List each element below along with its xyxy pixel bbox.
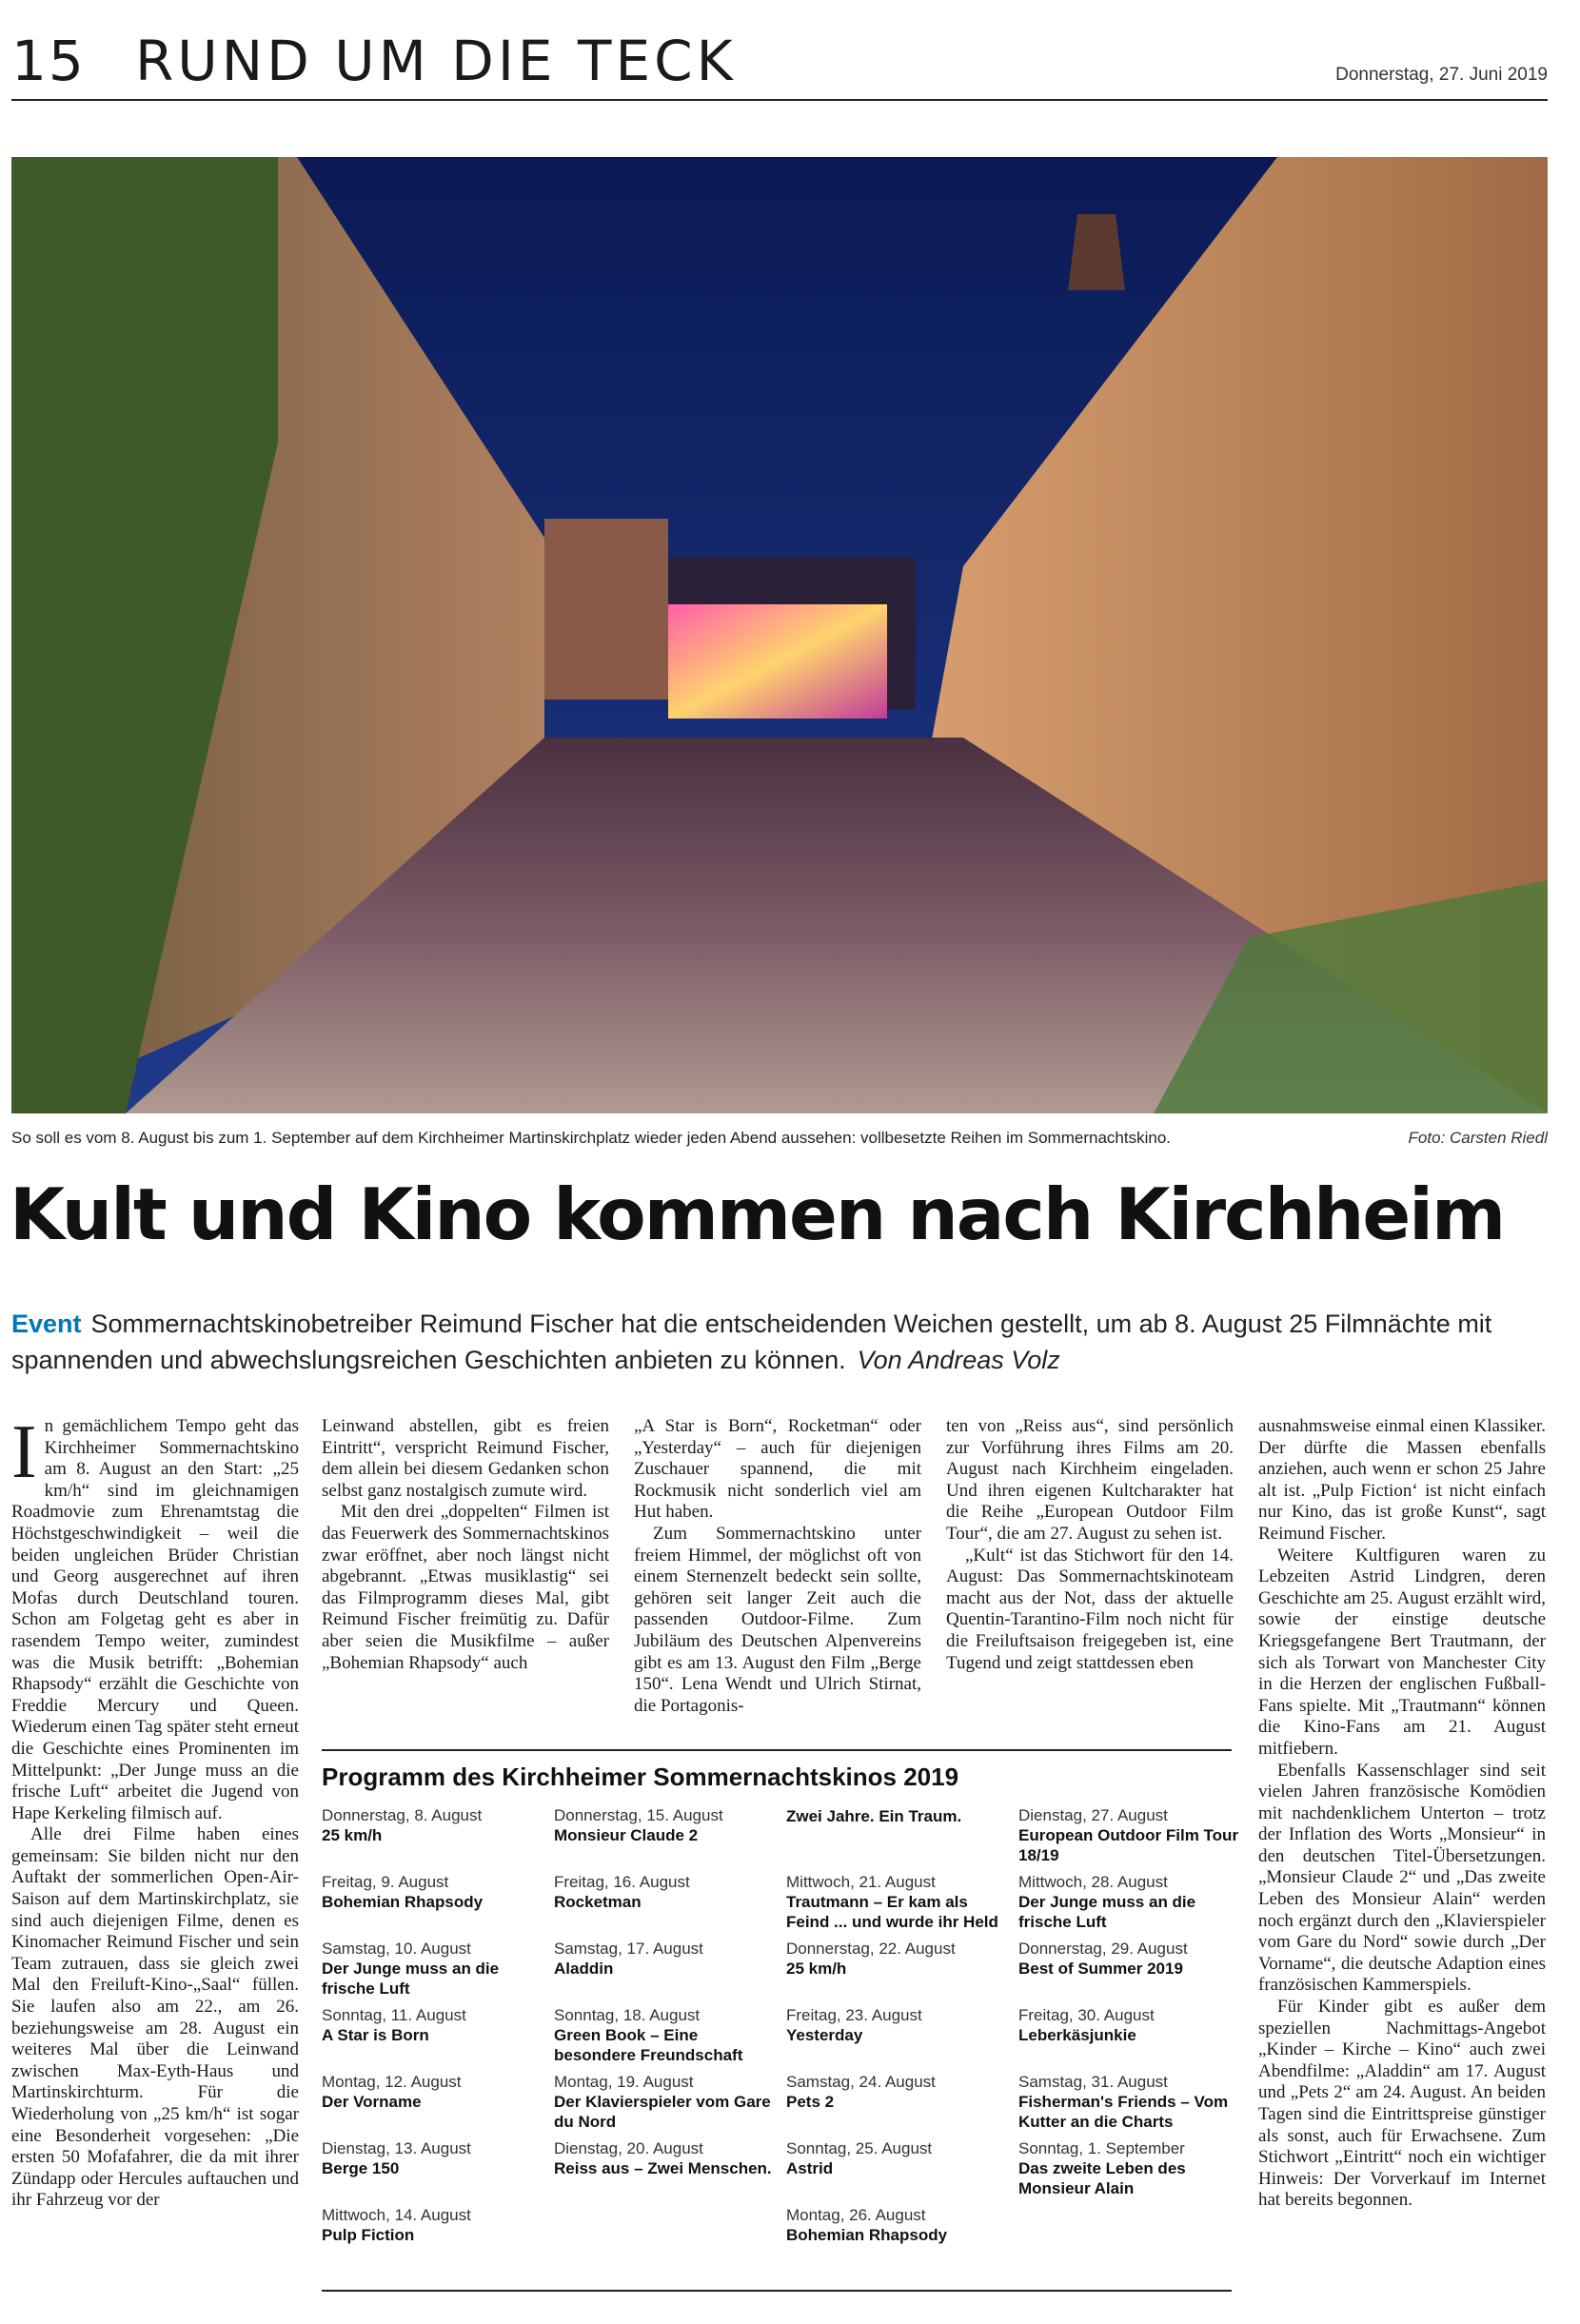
issue-date: Donnerstag, 27. Juni 2019 — [1335, 65, 1548, 85]
program-film: Der Klavierspieler vom Gare du Nord — [554, 2093, 771, 2131]
article-column-5 — [1258, 1416, 1546, 2292]
program-film: Rocketman — [554, 1893, 642, 1911]
paragraph: „Kult“ ist das Stichwort für den 14. August: Das Sommernachtskinoteam macht aus der Not, dass der aktuelle Quentin-Tarantino-Film noch nicht für die Freiluftsaison freigegeben ist, eine Tugend und zeigt stattdessen eben — [946, 1545, 1234, 1673]
program-entry — [322, 1873, 548, 1940]
article-author: Von Andreas Volz — [857, 1346, 1060, 1374]
program-film: European Outdoor Film Tour 18/19 — [1018, 1826, 1239, 1864]
program-film: A Star is Born — [322, 2026, 429, 2044]
program-date: Montag, 12. August — [322, 2073, 462, 2091]
program-entry — [322, 2139, 548, 2206]
program-film: Astrid — [786, 2159, 834, 2177]
paragraph: Zum Sommernachtskino unter freiem Himmel, der möglichst oft von einem Sternenzelt bedeckt sein sollte, gehören seit langer Zeit auch die passenden Outdoor-Filme. Zum Jubiläum des Deutschen Alpenvereins gibt es am 13. August den Film „Berge 150“. Lena Wendt und Ulrich Stirnat, die Portagonis- — [634, 1523, 921, 1716]
program-entry — [1018, 1806, 1245, 1873]
program-entry — [554, 1873, 780, 1940]
program-entry — [786, 2006, 1013, 2073]
program-entry — [322, 2206, 548, 2273]
program-film: Der Junge muss an die frische Luft — [322, 1960, 500, 1998]
program-film: Best of Summer 2019 — [1018, 1960, 1183, 1978]
program-film: Bohemian Rhapsody — [322, 1893, 484, 1911]
photo-credit: Foto: Carsten Riedl — [1408, 1129, 1548, 1147]
program-entry — [786, 2073, 1013, 2139]
program-film: Zwei Jahre. Ein Traum. — [786, 1807, 962, 1825]
program-date: Sonntag, 18. August — [554, 2006, 701, 2024]
program-date: Mittwoch, 28. August — [1018, 1873, 1168, 1891]
program-date: Montag, 26. August — [786, 2206, 926, 2224]
article-photo — [11, 157, 1548, 1113]
paragraph: „A Star is Born“, Rocketman“ oder „Yesterday“ – auch für diejenigen Zuschauer spannend, die mit Rockmusik nicht sonderlich viel am Hut haben. — [634, 1416, 921, 1523]
program-date: Mittwoch, 21. August — [786, 1873, 936, 1891]
program-film: Yesterday — [786, 2026, 863, 2044]
photo-caption: So soll es vom 8. August bis zum 1. September auf dem Kirchheimer Martinskirchplatz wieder jeden Abend aussehen: vollbesetzte Reihen im Sommernachtskino. — [11, 1129, 1171, 1147]
program-date: Sonntag, 1. September — [1018, 2139, 1185, 2157]
program-film: Pets 2 — [786, 2093, 835, 2111]
program-date: Samstag, 31. August — [1018, 2073, 1168, 2091]
program-entry — [554, 2139, 780, 2206]
program-film: Monsieur Claude 2 — [554, 1826, 699, 1844]
program-column-3 — [786, 1806, 1013, 2273]
program-date: Sonntag, 11. August — [322, 2006, 466, 2024]
article-column-3 — [634, 1416, 921, 1749]
article-column-1 — [11, 1416, 299, 2292]
page-number: 15 — [11, 29, 86, 93]
program-date: Freitag, 16. August — [554, 1873, 690, 1891]
program-entry — [554, 2006, 780, 2073]
article-teaser — [11, 1306, 1548, 1378]
program-date: Freitag, 30. August — [1018, 2006, 1155, 2024]
program-entry — [554, 2073, 780, 2139]
paragraph: Leinwand abstellen, gibt es freien Eintritt“, verspricht Reimund Fischer, dem allein bei diesem Gedanken schon selbst ganz nostalgisch zumute wird. — [322, 1416, 609, 1501]
program-date: Donnerstag, 22. August — [786, 1940, 956, 1958]
paragraph: Weitere Kultfiguren waren zu Lebzeiten Astrid Lindgren, deren Geschichte am 25. August erzählt wird, sowie der einstige deutsche Kriegsgefangene Bert Trautmann, der sich als Torwart von Manchester City in die Herzen der englischen Fußball-Fans spielte. Mit „Trautmann“ können die Kino-Fans am 21. August mitfiebern. — [1258, 1545, 1546, 1759]
program-film: 25 km/h — [322, 1826, 383, 1844]
program-column-1 — [322, 1806, 548, 2273]
program-title: Programm des Kirchheimer Sommernachtskinos 2019 — [322, 1763, 959, 1791]
program-box — [322, 1749, 1239, 2292]
program-film: Bohemian Rhapsody — [786, 2226, 948, 2244]
program-entry — [1018, 2139, 1245, 2206]
program-film: Das zweite Leben des Monsieur Alain — [1018, 2159, 1186, 2197]
program-entry — [1018, 2006, 1245, 2073]
paragraph: Alle drei Filme haben eines gemeinsam: Sie bilden nicht nur den Auftakt der sommerlichen Open-Air-Saison auf dem Martinskirchplatz, sie sind auch diejenigen Filme, denen es Kinomacher Reimund Fischer und sein Team zutrauen, dass sie gleich zwei Mal den Freiluft-Kino-„Saal“ füllen. Sie laufen also am 22., am 26. beziehungsweise am 28. August ein weiteres Mal über die Leinwand zwischen Max-Eyth-Haus und Martinskirchturm. Für die Wiederholung von „25 km/h“ ist sogar eine Besonderheit vorgesehen: „Die ersten 50 Mofafahrer, die da mit ihrer Zündapp oder Hercules auftauchen und ihr Fahrzeug vor der — [11, 1824, 299, 2211]
program-film: Pulp Fiction — [322, 2226, 415, 2244]
teaser-kicker: Event — [11, 1310, 82, 1338]
paragraph: ausnahmsweise einmal einen Klassiker. Der dürfte die Massen ebenfalls anziehen, auch wenn er schon 25 Jahre alt ist. „Pulp Fiction‘ ist nicht einfach nur Kino, das ist große Kunst“, sagt Reimund Fischer. — [1258, 1416, 1546, 1544]
program-date: Freitag, 23. August — [786, 2006, 922, 2024]
program-film: Trautmann – Er kam als Feind ... und wurde ihr Held — [786, 1893, 998, 1931]
program-film: Fisherman's Friends – Vom Kutter an die Charts — [1018, 2093, 1229, 2131]
program-film: Der Junge muss an die frische Luft — [1018, 1893, 1196, 1931]
program-date: Dienstag, 13. August — [322, 2139, 471, 2157]
program-date: Samstag, 17. August — [554, 1940, 703, 1958]
program-film: Aladdin — [554, 1960, 614, 1978]
paragraph: Ebenfalls Kassenschlager sind seit vielen Jahren französische Komödien mit nachdenklichem Unterton – trotz der Inflation des Worts „Monsieur“ in den deutschen Titel-Übersetzungen. „Monsieur Claude 2“ und „Das zweite Leben des Monsieur Alain“ werden noch ergänzt durch den „Klavierspieler vom Gare du Nord“ sowie durch „Der Vorname“, die deutsche Adaption eines französischen Kammerspiels. — [1258, 1760, 1546, 1996]
article-column-2 — [322, 1416, 609, 1749]
paragraph: Mit den drei „doppelten“ Filmen ist das Feuerwerk des Sommernachtskinos zwar eröffnet, aber noch längst nicht abgebrannt. „Etwas musiklastig“ sei das Filmprogramm dieses Mal, gibt Reimund Fischer freimütig zu. Dafür aber seien die Musikfilme – außer „Bohemian Rhapsody“ auch — [322, 1502, 609, 1673]
program-entry — [322, 2006, 548, 2073]
program-entry — [322, 1940, 548, 2006]
program-date: Samstag, 24. August — [786, 2073, 936, 2091]
program-date: Donnerstag, 29. August — [1018, 1940, 1188, 1958]
page-header — [11, 29, 1548, 101]
program-entry — [1018, 1940, 1245, 2006]
program-entry — [554, 1940, 780, 2006]
program-column-2 — [554, 1806, 780, 2206]
program-date: Samstag, 10. August — [322, 1940, 471, 1958]
section-title: RUND UM DIE TECK — [135, 29, 737, 93]
program-entry — [1018, 1873, 1245, 1940]
article-column-4 — [946, 1416, 1234, 1749]
program-entry — [322, 1806, 548, 1873]
program-entry — [786, 2206, 1013, 2273]
program-date: Donnerstag, 8. August — [322, 1806, 483, 1824]
program-film: 25 km/h — [786, 1960, 847, 1978]
paragraph: Für Kinder gibt es außer dem speziellen Nachmittags-Angebot „Kinder – Kirche – Kino“ auch zwei Abendfilme: „Aladdin“ am 17. August und „Pets 2“ am 24. August. An beiden Tagen sind die Eintrittspreise günstiger als sonst, auch für Erwachsene. Zum Stichwort „Eintritt“ noch ein wichtiger Hinweis: Der Vorverkauf im Internet hat bereits begonnen. — [1258, 1997, 1546, 2211]
program-entry — [554, 1806, 780, 1873]
program-film: Green Book – Eine besondere Freundschaft — [554, 2026, 743, 2064]
program-film: Der Vorname — [322, 2093, 422, 2111]
program-date: Donnerstag, 15. August — [554, 1806, 723, 1824]
program-film: Reiss aus – Zwei Menschen. — [554, 2159, 772, 2177]
teaser-text: Sommernachtskinobetreiber Reimund Fischer hat die entscheidenden Weichen gestellt, um ab 8. August 25 Filmnächte mit spannenden und abwechslungsreichen Geschichten anbieten zu können. — [11, 1310, 1492, 1374]
program-entry — [786, 1873, 1013, 1940]
article-headline: Kult und Kino kommen nach Kirchheim — [10, 1172, 1505, 1256]
program-date: Mittwoch, 14. August — [322, 2206, 471, 2224]
program-entry — [322, 2073, 548, 2139]
program-date: Dienstag, 20. August — [554, 2139, 703, 2157]
program-entry — [1018, 2073, 1245, 2139]
program-film: Berge 150 — [322, 2159, 400, 2177]
program-entry — [786, 1806, 1013, 1873]
program-entry — [786, 2139, 1013, 2206]
program-date: Sonntag, 25. August — [786, 2139, 933, 2157]
paragraph: ten von „Reiss aus“, sind persönlich zur Vorführung ihres Films am 20. August nach Kirchheim eingeladen. Und ihren eigenen Kultcharakter hat die Reihe „European Outdoor Film Tour“, die am 27. August zu sehen ist. — [946, 1416, 1234, 1544]
program-date: Dienstag, 27. August — [1018, 1806, 1168, 1824]
program-date: Freitag, 9. August — [322, 1873, 449, 1891]
paragraph: In gemächlichem Tempo geht das Kirchheimer Sommernachtskino am 8. August an den Start: „25 km/h“ sind im gleichnamigen Roadmovie zum Ehrenamtstag die Höchstgeschwindigkeit – weil die beiden ungleichen Brüder Christian und Georg ausgerechnet auf ihren Mofas durch Deutschland touren. Schon am Folgetag geht es aber in rasendem Tempo weiter, zumindest was die Musik betrifft: „Bohemian Rhapsody“ erzählt die Geschichte von Freddie Mercury und Queen. Wiederum einen Tag später steht erneut die Geschichte eines Prominenten im Mittelpunkt: „Der Junge muss an die frische Luft“ arbeitet die Jugend von Hape Kerkeling filmisch auf. — [11, 1416, 299, 1823]
program-entry — [786, 1940, 1013, 2006]
program-film: Leberkäsjunkie — [1018, 2026, 1136, 2044]
program-date: Montag, 19. August — [554, 2073, 694, 2091]
program-column-4 — [1018, 1806, 1245, 2206]
